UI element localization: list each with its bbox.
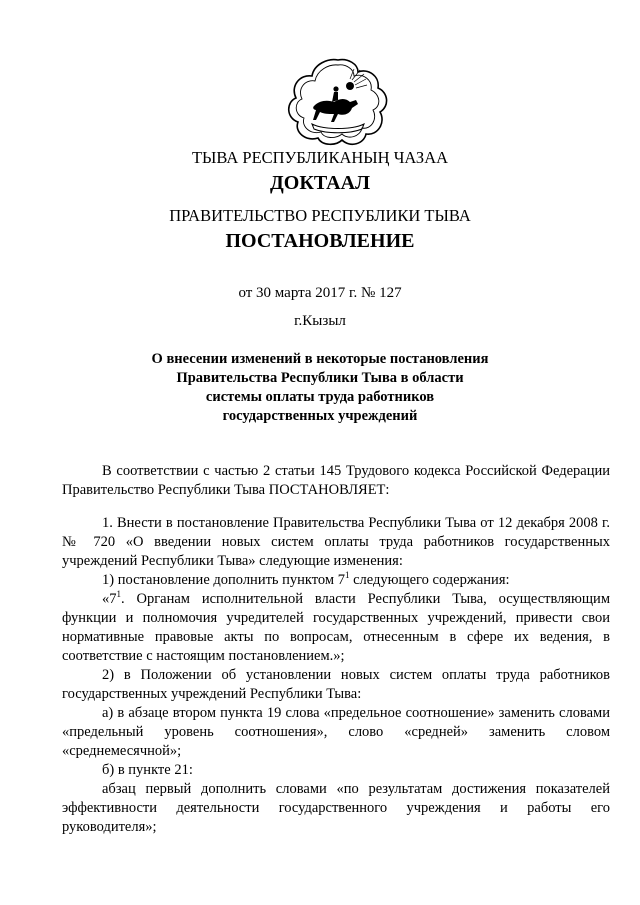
paragraph-intro: В соответствии с частью 2 статьи 145 Трудового кодекса Российской Федерации Правительство Республики Тыва ПОСТАНОВЛЯЕТ:	[62, 463, 610, 498]
title-line: Правительства Республики Тыва в области	[176, 370, 464, 386]
paragraph-first-abzac: абзац первый дополнить словами «по результатам достижения показателей эффективности деятельности государственного учреждения и работы его руководителя»;	[62, 781, 610, 835]
header-decree: ПОСТАНОВЛЕНИЕ	[225, 230, 415, 252]
paragraph-1: 1. Внести в постановление Правительства Республики Тыва от 12 декабря 2008 г. № 720 «О введении новых систем оплаты труда работников государственных учреждений Республики Тыва» следующие изменения:	[62, 515, 610, 569]
title-line: системы оплаты труда работников	[205, 389, 435, 405]
paragraph-1-sub-2: 2) в Положении об установлении новых систем оплаты труда работников государственных учреждений Республики Тыва:	[62, 667, 610, 702]
paragraph-1-sub-1: 1) постановление дополнить пунктом $7^1$ следующего содержания:	[102, 570, 510, 588]
paragraph-sub-b: б) в пункте 21:	[102, 762, 193, 778]
header-decree-tuvan: ДОКТААЛ	[270, 172, 370, 194]
header-republic-government: ПРАВИТЕЛЬСТВО РЕСПУБЛИКИ ТЫВА	[169, 206, 471, 225]
document-body	[62, 462, 610, 837]
paragraph-new-point: «$7^1$. Органам исполнительной власти Республики Тыва, осуществляющим функции и полномочия учредителей государственных учреждений, привести свои нормативные правовые акты по вопросам, отнесенным в сфере их ведения, в соответствие с настоящим постановлением.»;	[62, 589, 610, 664]
header-republic-government-tuvan: ТЫВА РЕСПУБЛИКАНЫҢ ЧАЗАА	[191, 148, 449, 167]
title-line: государственных учреждений	[222, 408, 418, 424]
document-title	[0, 350, 640, 426]
document-city: г.Кызыл	[294, 313, 346, 329]
document-date: от 30 марта 2017 г. № 127	[238, 285, 402, 301]
title-line: О внесении изменений в некоторые постановления	[151, 351, 489, 367]
coat-of-arms-icon	[284, 56, 392, 148]
paragraph-sub-a: а) в абзаце втором пункта 19 слова «предельное соотношение» заменить словами «предельный уровень соотношения», слово «средней» заменить словом «среднемесячной»;	[62, 705, 610, 759]
